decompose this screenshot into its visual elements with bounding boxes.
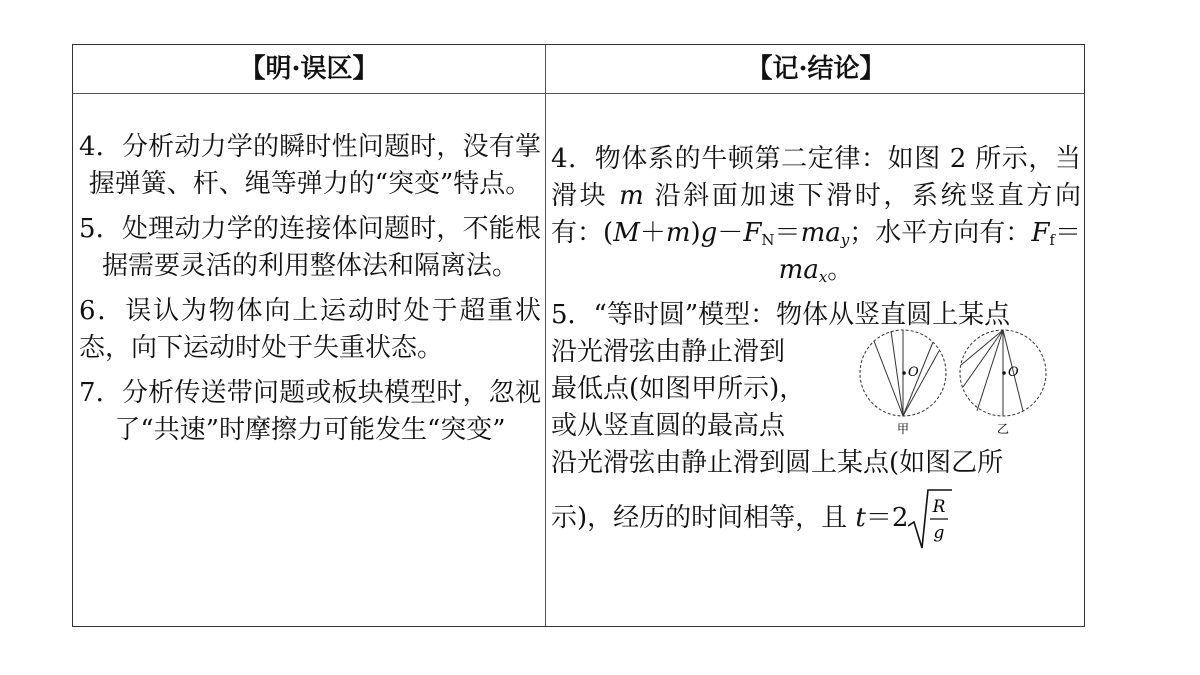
left-item-6: 6．误认为物体向上运动时处于超重状态，向下运动时处于失重状态。 <box>79 296 541 363</box>
left-item-7: 7．分析传送带问题或板块模型时，忽视了“共速”时摩擦力可能发生“突变” <box>79 378 541 445</box>
left-item-4: 4．分析动力学的瞬时性问题时，没有掌握弹簧、杆、绳等弹力的“突变”特点。 <box>79 132 541 199</box>
item5-line1: 5．“等时圆”模型：物体从竖直圆上某点 <box>551 300 1011 330</box>
sqrt-denominator: g <box>933 523 945 543</box>
left-column <box>79 129 541 457</box>
item5-line4: 或从竖直圆的最高点 <box>551 411 786 441</box>
header-right: 【记·结论】 <box>746 54 886 84</box>
sqrt-formula <box>908 488 952 550</box>
label-b: 乙 <box>997 422 1010 436</box>
equal-time-circles-figure <box>847 327 1047 439</box>
sqrt-numerator: R <box>933 497 946 517</box>
item5-line3: 最低点(如图甲所示)， <box>551 374 806 404</box>
circle-b <box>960 330 1046 436</box>
right-column <box>551 141 1081 550</box>
item5-line6: 示)，经历的时间相等，且 t＝2 R g <box>551 488 1081 550</box>
column-divider <box>545 45 546 626</box>
circle-a <box>860 330 946 436</box>
table <box>72 44 1085 627</box>
center-label-a: O <box>908 365 919 380</box>
center-label-b: O <box>1008 365 1019 380</box>
right-item-5 <box>551 297 1081 550</box>
label-a: 甲 <box>897 422 910 436</box>
item5-line2: 沿光滑弦由静止滑到 <box>551 337 786 367</box>
header-divider <box>73 93 1084 94</box>
item5-line5: 沿光滑弦由静止滑到圆上某点(如图乙所 <box>551 448 1004 478</box>
left-item-5: 5．处理动力学的连接体问题时，不能根据需要灵活的利用整体法和隔离法。 <box>79 214 541 281</box>
sqrt-sign <box>908 488 952 550</box>
header-left: 【明·误区】 <box>239 54 379 84</box>
right-item-4: 4．物体系的牛顿第二定律：如图 2 所示，当滑块 m 沿斜面加速下滑时，系统竖直方向有：$(M+m)g-F_N=ma_y$；水平方向有：$F_f=ma_x$。 <box>551 144 1082 286</box>
